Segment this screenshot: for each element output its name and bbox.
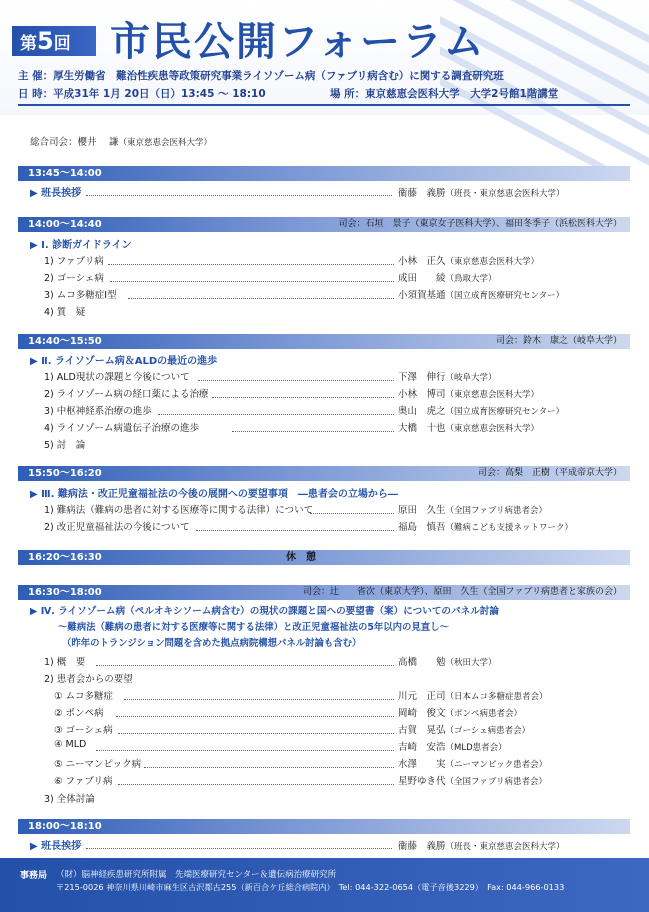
section-title-4: ▶ Ⅳ. ライソゾーム病（ペルオキシソーム病含む）の現状の課題と国への要望書（案）についてのパネル討論 xyxy=(30,606,499,617)
program-item: 3) 全体討論 xyxy=(44,794,95,805)
speaker xyxy=(398,287,564,301)
speaker-affil: （難病こども支援ネットワーク） xyxy=(445,523,574,533)
leader-dots xyxy=(232,431,394,432)
speaker xyxy=(398,386,539,400)
program-item: 5) 討 論 xyxy=(44,440,86,451)
program-item: 2) 改正児童福祉法の今後について xyxy=(44,522,190,533)
speaker-affil: （ポンペ病患者会） xyxy=(445,709,523,719)
speaker xyxy=(398,773,547,787)
program-item: ⑤ ニーマンピック病 xyxy=(54,759,142,770)
program-item: ① ムコ多糖症 xyxy=(54,691,114,702)
program-item: 2) ゴーシェ病 xyxy=(44,273,104,284)
speaker-name: 原田 久生 xyxy=(398,505,446,516)
speaker-name: 古賀 晃弘 xyxy=(398,725,446,736)
program-item: 2) 患者会からの要望 xyxy=(44,674,133,685)
organizer-line: 主 催：厚生労働省 難治性疾患等政策研究事業ライソゾーム病（ファブリ病含む）に関する調査研究班 xyxy=(18,70,504,82)
speaker xyxy=(398,838,565,852)
section-time: 15:50～16:20 xyxy=(28,468,102,479)
footer-line-1: （財）脳神経疾患研究所附属 先端医療研究センター＆遺伝病治療研究所 xyxy=(56,870,337,880)
general-chair-affil: （東京慈恵会医科大学） xyxy=(118,138,213,148)
speaker-name: 衞藤 義勝 xyxy=(398,841,446,852)
section-bar-opening xyxy=(18,166,630,181)
leader-dots xyxy=(124,699,394,700)
section-bar-1 xyxy=(18,217,630,232)
speaker xyxy=(398,502,547,516)
speaker xyxy=(398,739,507,753)
speaker xyxy=(398,369,497,383)
leader-dots xyxy=(86,848,392,849)
program-item: 3) 中枢神経系治療の進歩 xyxy=(44,406,152,417)
section-time: 16:20～16:30 xyxy=(28,552,102,563)
speaker-affil: （国立成育医療研究センター） xyxy=(445,291,565,301)
speaker-affil: （東京慈恵会医科大学） xyxy=(445,257,540,267)
leader-dots xyxy=(110,281,394,282)
leader-dots xyxy=(310,513,394,514)
speaker-affil: （岐阜大学） xyxy=(445,373,497,383)
speaker-name: 星野ゆき代 xyxy=(398,776,446,787)
footer-label: 事務局 xyxy=(20,871,48,881)
section-chair: 司会：高梨 正樹（平成帝京大学） xyxy=(477,468,622,478)
speaker-name: 小林 正久 xyxy=(398,256,446,267)
speaker-affil: （ゴーシェ病患者会） xyxy=(445,726,531,736)
leader-dots xyxy=(96,665,394,666)
speaker-affil: （班長・東京慈恵会医科大学） xyxy=(445,189,565,199)
speaker xyxy=(398,270,497,284)
section-time: 14:00～14:40 xyxy=(28,219,102,230)
leader-dots xyxy=(96,750,394,751)
section-chair: 司会：辻 省次（東京大学）、原田 久生（全国ファブリ病患者と家族の会） xyxy=(303,587,622,597)
leader-dots xyxy=(128,298,394,299)
program-item: 3) ムコ多糖症Ⅰ型 xyxy=(44,290,117,301)
leader-dots xyxy=(212,397,394,398)
speaker xyxy=(398,722,530,736)
badge-number: 5 xyxy=(37,27,54,55)
speaker xyxy=(398,420,539,434)
section-title-2: ▶ Ⅱ. ライソゾーム病＆ALDの最近の進歩 xyxy=(30,356,218,367)
section-title-opening: ▶ 班長挨拶 xyxy=(30,188,82,199)
speaker-name: 小林 博司 xyxy=(398,389,446,400)
program-item: ④ MLD xyxy=(54,739,87,750)
speaker-affil: （MLD患者会） xyxy=(445,743,507,753)
leader-dots xyxy=(118,733,394,734)
leader-dots xyxy=(86,195,392,196)
section-bar-3 xyxy=(18,466,630,481)
speaker-name: 下澤 伸行 xyxy=(398,372,446,383)
speaker-affil: （ニーマンピック患者会） xyxy=(445,760,548,770)
program-item: 4) ライソゾーム病遺伝子治療の進歩 xyxy=(44,423,199,434)
speaker-affil: （日本ムコ多糖症患者会） xyxy=(445,692,548,702)
program-item: 1) ALD現状の課題と今後について xyxy=(44,372,190,383)
speaker xyxy=(398,756,547,770)
speaker xyxy=(398,185,565,199)
section-bar-break xyxy=(18,550,630,565)
section-chair: 司会：石垣 景子（東京女子医科大学）、福田冬季子（浜松医科大学） xyxy=(338,219,622,229)
speaker-name: 成田 綾 xyxy=(398,273,446,284)
footer-line-2: 〒215-0026 神奈川県川崎市麻生区古沢都古255（新百合ケ丘総合病院内） Tel: 044-322-0654（電子音後3229） Fax: 044-966-0133 xyxy=(56,882,565,892)
speaker-affil: （秋田大学） xyxy=(445,658,497,668)
leader-dots xyxy=(116,716,394,717)
general-chair xyxy=(30,134,212,148)
section-time: 14:40～15:50 xyxy=(28,336,102,347)
leader-dots xyxy=(118,784,394,785)
section-subtitle-1: ～難病法（難病の患者に対する医療等に関する法律）と改正児童福祉法の5年以内の見直し～ xyxy=(58,622,449,633)
section-title-closing: ▶ 班長挨拶 xyxy=(30,841,82,852)
speaker-name: 奥山 虎之 xyxy=(398,406,446,417)
speaker-name: 岡崎 俊文 xyxy=(398,708,446,719)
speaker xyxy=(398,688,548,702)
page-title: 市民公開フォーラム xyxy=(110,19,486,65)
leader-dots xyxy=(158,414,394,415)
section-bar-closing xyxy=(18,819,630,834)
section-bar-2 xyxy=(18,334,630,349)
program-item: ③ ゴーシェ病 xyxy=(54,725,113,736)
speaker-affil: （鳥取大学） xyxy=(445,274,497,284)
venue-line: 場 所：東京慈恵会医科大学 大学2号館1階講堂 xyxy=(330,88,559,100)
section-title-1: ▶ Ⅰ. 診断ガイドライン xyxy=(30,240,132,251)
program-item: 1) ファブリ病 xyxy=(44,256,104,267)
leader-dots xyxy=(108,264,394,265)
badge-prefix: 第 xyxy=(20,34,37,54)
header-divider xyxy=(18,104,630,106)
speaker-affil: （全国ファブリ病患者会） xyxy=(445,506,548,516)
speaker-name: 高橋 勉 xyxy=(398,657,446,668)
speaker-affil: （東京慈恵会医科大学） xyxy=(445,424,540,434)
leader-dots xyxy=(196,530,394,531)
edition-badge xyxy=(12,26,96,56)
speaker xyxy=(398,519,573,533)
program-item: 2) ライソゾーム病の経口薬による治療 xyxy=(44,389,209,400)
speaker-affil: （班長・東京慈恵会医科大学） xyxy=(445,842,565,852)
program-item: 1) 概 要 xyxy=(44,657,86,668)
program-item: ② ポンペ病 xyxy=(54,708,104,719)
break-label: 休 憩 xyxy=(286,552,316,563)
section-subtitle-2: （昨年のトランジション問題を含めた拠点病院構想パネル討論も含む） xyxy=(62,638,362,649)
speaker xyxy=(398,705,522,719)
program-item: 1) 難病法（難病の患者に対する医療等に関する法律）について xyxy=(44,505,314,516)
leader-dots xyxy=(198,380,394,381)
section-title-3: ▶ Ⅲ. 難病法・改正児童福祉法の今後の展開への要望事項 ―患者会の立場から― xyxy=(30,489,398,500)
speaker xyxy=(398,253,539,267)
speaker-name: 大橋 十也 xyxy=(398,423,446,434)
speaker xyxy=(398,403,564,417)
datetime-line: 日 時：平成31年 1月 20日（日）13:45 ～ 18:10 xyxy=(18,88,266,100)
section-bar-4 xyxy=(18,585,630,600)
program-item: ⑥ ファブリ病 xyxy=(54,776,113,787)
section-time: 18:00～18:10 xyxy=(28,821,102,832)
speaker-name: 衞藤 義勝 xyxy=(398,188,446,199)
speaker-name: 小須賀基通 xyxy=(398,290,446,301)
section-chair: 司会：鈴木 康之（岐阜大学） xyxy=(495,336,622,346)
speaker-name: 川元 正司 xyxy=(398,691,446,702)
section-time: 13:45～14:00 xyxy=(28,168,102,179)
speaker-name: 福島 慎吾 xyxy=(398,522,446,533)
leader-dots xyxy=(144,767,394,768)
speaker-affil: （国立成育医療研究センター） xyxy=(445,407,565,417)
speaker-affil: （全国ファブリ病患者会） xyxy=(445,777,548,787)
program-item: 4) 質 疑 xyxy=(44,307,86,318)
speaker-affil: （東京慈恵会医科大学） xyxy=(445,390,540,400)
general-chair-name: 総合司会：櫻井 謙 xyxy=(30,137,119,148)
speaker-name: 吉崎 安浩 xyxy=(398,742,446,753)
badge-suffix: 回 xyxy=(53,34,71,54)
speaker xyxy=(398,654,497,668)
speaker-name: 水澤 実 xyxy=(398,759,446,770)
section-time: 16:30～18:00 xyxy=(28,587,102,598)
